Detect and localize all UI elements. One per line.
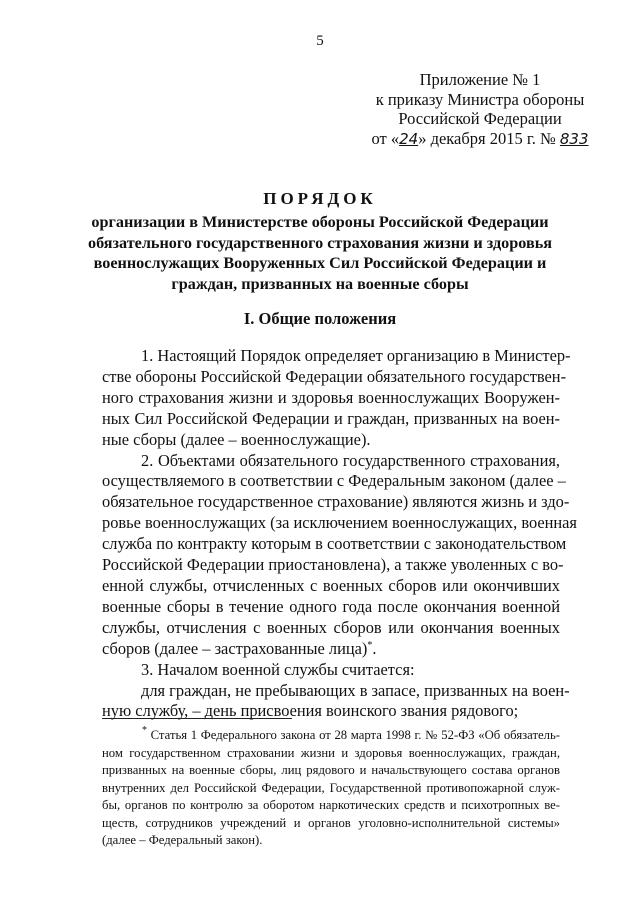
paragraph-line: енной службы, отчисленных с военных сборов или окончивших (102, 575, 560, 595)
footnote-reference: * (367, 639, 373, 651)
subtitle-line: обязательного государственного страхования жизни и здоровья (87, 233, 553, 252)
paragraph-line: ного страхования жизни и здоровья военнослужащих Вооружен- (102, 387, 560, 407)
paragraph-line-with-footnote: сборов (далее – застрахованные лица)*. (102, 638, 377, 658)
appendix-date-line (364, 129, 596, 150)
paragraph-line: служба по контракту которым в соответствии с законодательством (102, 534, 567, 554)
subtitle-line: военнослужащих Вооруженных Сил Российской Федерации и (93, 254, 547, 272)
date-suffix: » декабря 2015 г. № (418, 128, 560, 148)
footnote-line: ществ, сотрудников учреждений и органов уголовно-исполнительной системы» (102, 815, 560, 830)
subtitle-line: организации в Министерстве обороны Российской Федерации (91, 213, 549, 231)
footnote (102, 727, 560, 850)
paragraph-line: Российской Федерации приостановлена), а также уволенных с во- (102, 555, 564, 575)
paragraph-line: осуществляемого в соответствии с Федеральным законом (далее – (102, 471, 566, 491)
paragraph-line: 3. Началом военной службы считается: (141, 659, 415, 679)
section-heading: I. Общие положения (243, 309, 397, 328)
footnote-marker: * (142, 725, 147, 736)
footnote-line: бы, органов по контролю за оборотом наркотических средств и психотропных ве- (102, 798, 560, 812)
footnote-line: внутренних дел Российской Федерации, Государственной противопожарной служ- (102, 780, 560, 795)
appendix-line-2: к приказу Министра обороны (375, 89, 585, 109)
paragraph-line: ную службу, – день присвоения воинского звания рядового; (102, 701, 519, 721)
paragraph-line: 2. Объектами обязательного государственного страхования, (141, 450, 560, 470)
document-subtitle (0, 212, 640, 294)
handwritten-order-number: 833 (559, 129, 589, 148)
footnote-text: Статья 1 Федерального закона от 28 марта 1998 г. № 52-ФЗ «Об обязатель- (150, 728, 560, 742)
body-text (102, 346, 577, 722)
footnote-line (102, 727, 560, 745)
paragraph-line: стве обороны Российской Федерации обязательного государствен- (102, 366, 567, 386)
paragraph-line: ных Сил Российской Федерации и граждан, призванных на воен- (102, 408, 560, 428)
paragraph-line: для граждан, не пребывающих в запасе, призванных на воен- (141, 680, 570, 700)
appendix-header (364, 70, 596, 149)
paragraph-text: сборов (далее – застрахованные лица) (102, 638, 368, 658)
subtitle-line: граждан, призванных на военные сборы (171, 274, 469, 293)
date-prefix: от « (371, 128, 400, 148)
paragraph-line: 1. Настоящий Порядок определяет организацию в Министер- (141, 346, 571, 365)
handwritten-day: 24 (399, 129, 419, 148)
appendix-line-3: Российской Федерации (398, 109, 562, 128)
footnote-line: призванных на военные сборы, лиц рядового и начальствующего состава органов (102, 763, 560, 777)
paragraph-line: ровье военнослужащих (за исключением военнослужащих, военная (102, 513, 577, 533)
paragraph-line: ные сборы (далее – военнослужащие). (102, 429, 371, 449)
document-title: ПОРЯДОК (263, 189, 377, 208)
paragraph-line: службы, отчисления с военных сборов или окончания военных (102, 617, 560, 637)
page-number: 5 (316, 33, 324, 49)
footnote-line: (далее – Федеральный закон). (102, 833, 263, 847)
footnote-line: ном государственном страховании жизни и здоровья военнослужащих, граждан, (102, 745, 560, 760)
paragraph-line: обязательное государственное страхование) являются жизнь и здо- (102, 492, 570, 512)
footnote-divider (102, 718, 292, 719)
appendix-line-1: Приложение № 1 (419, 70, 541, 89)
paragraph-line: военные сборы в течение одного года после окончания военной (102, 596, 560, 616)
title-block (0, 189, 640, 294)
